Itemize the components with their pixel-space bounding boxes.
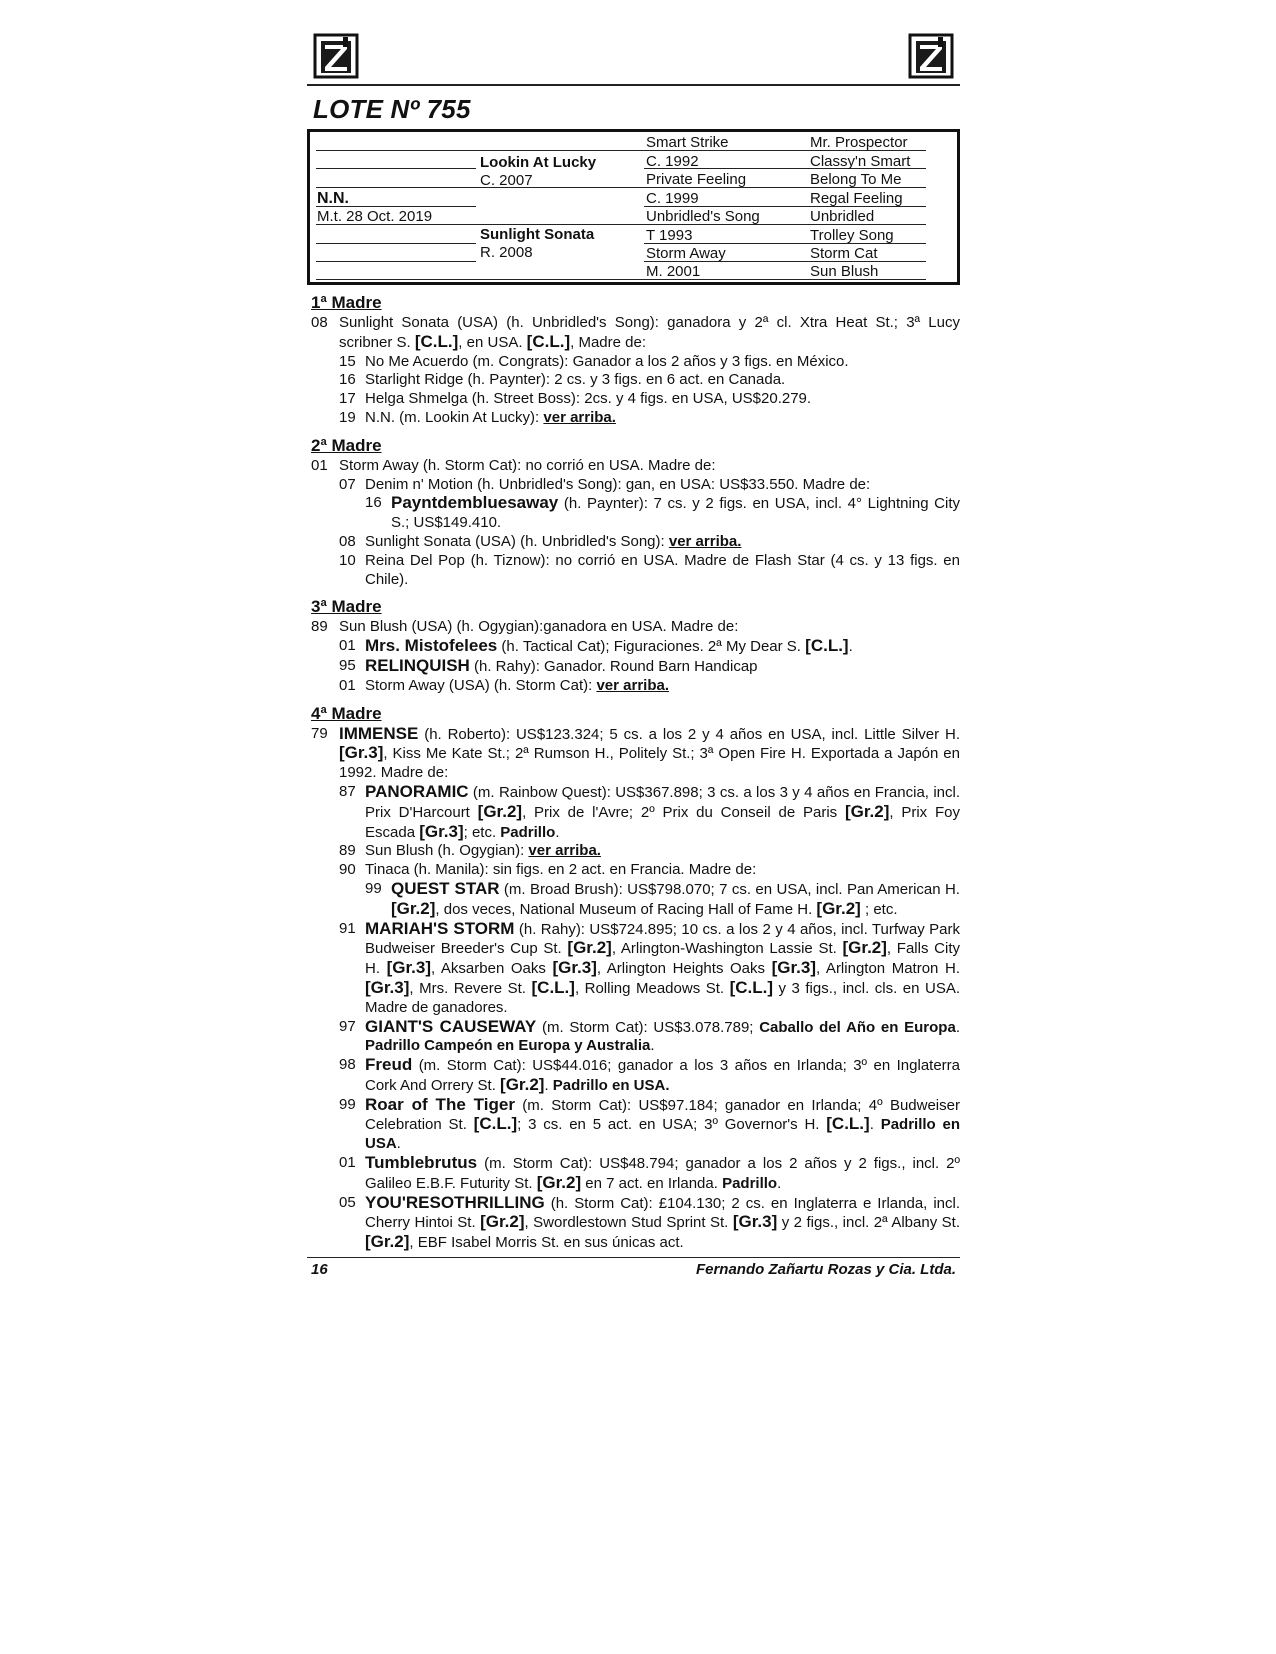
entry-text: , Prix Foy Escada bbox=[365, 803, 960, 841]
race-grade: [Gr.3] bbox=[386, 958, 431, 978]
page-footer bbox=[307, 1257, 960, 1280]
race-grade: [Gr.2] bbox=[844, 801, 890, 821]
offspring-entry bbox=[307, 1096, 960, 1154]
offspring-entry bbox=[307, 409, 960, 428]
entry-text: (m. Storm Cat): US$44.016; ganador a los 3 años en Irlanda; 3º en Inglaterra Cork And Orrery St. bbox=[365, 1057, 960, 1094]
offspring-entry bbox=[307, 618, 960, 637]
entry-text: Sunlight Sonata (USA) (h. Unbridled's Song): ganadora y 2ª cl. Xtra Heat St.; 3ª Lucy scribner S. bbox=[339, 314, 960, 351]
foaling-year: 05 bbox=[339, 1193, 356, 1211]
highlight-text: Padrillo bbox=[500, 823, 556, 841]
offspring-entry bbox=[307, 533, 960, 552]
entry-text: , en USA. bbox=[458, 333, 527, 351]
foaling-year: 87 bbox=[339, 782, 356, 800]
entry-text: , Prix de l'Avre; 2º Prix du Conseil de Paris bbox=[522, 803, 845, 821]
foaling-year: 08 bbox=[311, 314, 328, 331]
foaling-year: 07 bbox=[339, 475, 356, 493]
entry-text: . bbox=[848, 638, 853, 656]
entry-text: y 3 figs., incl. cls. en USA. Madre de ganadores. bbox=[365, 979, 960, 1016]
logo-icon bbox=[313, 33, 359, 79]
entry-text: en 7 act. en Irlanda. bbox=[581, 1174, 723, 1192]
entry-text: Sunlight Sonata (USA) (h. Unbridled's Song): bbox=[365, 532, 669, 550]
horse-name: Mrs. Mistofelees bbox=[365, 636, 498, 656]
entry-text: , Arlington Matron H. bbox=[816, 960, 960, 978]
dam-section bbox=[307, 597, 960, 695]
entry-text: , Kiss Me Kate St.; 2ª Rumson H., Politely St.; 3ª Open Fire H. Exportada a Japón en 1992. Madre de: bbox=[339, 745, 960, 782]
entry-text: (h. Roberto): US$123.324; 5 cs. a los 2 y 4 años en USA, incl. Little Silver H. bbox=[418, 725, 960, 743]
offspring-entry bbox=[307, 1018, 960, 1057]
offspring-entry bbox=[307, 314, 960, 353]
great-grandparent: Unbridled bbox=[810, 208, 875, 225]
foaling-year: 17 bbox=[339, 390, 356, 408]
entry-text: . bbox=[650, 1037, 655, 1055]
horse-info: M.t. 28 Oct. 2019 bbox=[317, 208, 433, 225]
offspring-entry bbox=[307, 880, 960, 920]
entry-text: . bbox=[544, 1076, 553, 1094]
foaling-year: 16 bbox=[339, 371, 356, 389]
offspring-entry bbox=[307, 657, 960, 677]
entry-text: . bbox=[555, 823, 560, 841]
see-above-reference: ver arriba. bbox=[528, 842, 601, 860]
entry-text: , Falls City H. bbox=[365, 940, 960, 978]
highlight-text: Padrillo Campeón en Europa y Australia bbox=[365, 1037, 651, 1055]
dam-section bbox=[307, 293, 960, 428]
great-grandparent: Mr. Prospector bbox=[810, 134, 908, 151]
offspring-entry bbox=[307, 920, 960, 1018]
race-grade: [C.L.] bbox=[826, 1114, 870, 1134]
race-grade: [C.L.] bbox=[473, 1114, 518, 1134]
entry-text: (h. Paynter): 7 cs. y 2 figs. en USA, incl. 4° Lightning City S.; US$149.410. bbox=[391, 495, 960, 532]
offspring-entry bbox=[307, 1194, 960, 1253]
see-above-reference: ver arriba. bbox=[668, 532, 742, 550]
race-grade: [Gr.3] bbox=[339, 743, 384, 763]
great-grandparent: Sun Blush bbox=[810, 263, 879, 280]
race-grade: [Gr.3] bbox=[365, 977, 410, 997]
horse-name: N.N. bbox=[317, 190, 349, 207]
race-grade: [Gr.2] bbox=[365, 1232, 410, 1252]
race-grade: [C.L.] bbox=[526, 331, 571, 351]
highlight-text: Padrillo en USA. bbox=[552, 1076, 670, 1094]
dam-sire-info: T 1993 bbox=[646, 227, 693, 244]
dam-section bbox=[307, 704, 960, 1254]
offspring-entry bbox=[307, 1056, 960, 1096]
foaling-year: 91 bbox=[339, 919, 356, 937]
highlight-text: Caballo del Año en Europa bbox=[759, 1018, 956, 1036]
foaling-year: 89 bbox=[339, 842, 356, 860]
entry-text: Sun Blush (USA) (h. Ogygian):ganadora en USA. Madre de: bbox=[339, 618, 739, 636]
foaling-year: 15 bbox=[339, 352, 356, 370]
foaling-year: 01 bbox=[339, 637, 356, 655]
race-grade: [Gr.2] bbox=[816, 898, 861, 918]
entry-text: ; etc. bbox=[860, 900, 898, 918]
entry-text: Reina Del Pop (h. Tiznow): no corrió en USA. Madre de Flash Star (4 cs. y 13 figs. en Chile). bbox=[365, 551, 960, 588]
logo-icon bbox=[908, 33, 954, 79]
race-grade: [Gr.2] bbox=[391, 898, 436, 918]
dam-dam-info: M. 2001 bbox=[646, 263, 701, 280]
entry-text: , Swordlestown Stud Sprint St. bbox=[524, 1214, 733, 1232]
entry-text: . bbox=[869, 1116, 881, 1134]
horse-name: YOU'RESOTHRILLING bbox=[365, 1192, 545, 1212]
great-grandparent: Belong To Me bbox=[810, 171, 902, 188]
entry-text: . bbox=[396, 1135, 401, 1153]
foaling-year: 90 bbox=[339, 861, 356, 879]
horse-name: RELINQUISH bbox=[365, 655, 470, 675]
dam-name: Sunlight Sonata bbox=[480, 226, 595, 243]
see-above-reference: ver arriba. bbox=[543, 408, 616, 426]
foaling-year: 01 bbox=[339, 676, 356, 694]
horse-name: Payntdembluesaway bbox=[391, 493, 559, 513]
dam-section bbox=[307, 436, 960, 590]
entry-text: Tinaca (h. Manila): sin figs. en 2 act. en Francia. Madre de: bbox=[365, 861, 757, 879]
race-grade: [C.L.] bbox=[805, 636, 849, 656]
horse-name: QUEST STAR bbox=[391, 878, 500, 898]
race-grade: [Gr.2] bbox=[842, 938, 887, 958]
foaling-year: 99 bbox=[365, 879, 382, 897]
entry-text: Helga Shmelga (h. Street Boss): 2cs. y 4 figs. en USA, US$20.279. bbox=[365, 390, 812, 408]
horse-name: Roar of The Tiger bbox=[365, 1094, 515, 1114]
entry-text: , Rolling Meadows St. bbox=[574, 979, 730, 997]
pedigree-table bbox=[307, 129, 960, 285]
entry-text: (m. Storm Cat): US$3.078.789; bbox=[536, 1018, 760, 1036]
section-heading: 3ª Madre bbox=[311, 597, 382, 617]
dam-info: R. 2008 bbox=[480, 244, 533, 261]
dam-sire-name: Unbridled's Song bbox=[646, 208, 760, 225]
foaling-year: 19 bbox=[339, 408, 356, 426]
sire-info: C. 2007 bbox=[480, 172, 533, 189]
race-grade: [Gr.3] bbox=[552, 958, 597, 978]
entry-text: , Aksarben Oaks bbox=[431, 960, 553, 978]
foaling-year: 08 bbox=[339, 532, 356, 550]
sire-dam-info: C. 1999 bbox=[646, 190, 699, 207]
entry-text: No Me Acuerdo (m. Congrats): Ganador a los 2 años y 3 figs. en México. bbox=[365, 352, 849, 370]
entry-text: (m. Storm Cat): US$97.184; ganador en Irlanda; 4º Budweiser Celebration St. bbox=[365, 1096, 960, 1134]
entry-text: , EBF Isabel Morris St. en sus únicas act. bbox=[409, 1234, 684, 1252]
horse-name: Freud bbox=[365, 1055, 413, 1075]
entry-text: , Arlington-Washington Lassie St. bbox=[611, 940, 843, 958]
foaling-year: 99 bbox=[339, 1095, 356, 1113]
offspring-entry bbox=[307, 390, 960, 409]
entry-text: . bbox=[777, 1174, 782, 1192]
foaling-year: 98 bbox=[339, 1056, 356, 1074]
entry-text: Storm Away (USA) (h. Storm Cat): bbox=[365, 676, 597, 694]
horse-name: GIANT'S CAUSEWAY bbox=[365, 1016, 537, 1036]
race-grade: [Gr.2] bbox=[536, 1172, 582, 1192]
horse-name: MARIAH'S STORM bbox=[365, 918, 515, 938]
entry-text: , Madre de: bbox=[570, 333, 646, 351]
race-grade: [Gr.3] bbox=[771, 958, 817, 978]
section-heading: 2ª Madre bbox=[311, 435, 382, 455]
entry-text: y 2 figs., incl. 2ª Albany St. bbox=[777, 1214, 961, 1232]
race-grade: [C.L.] bbox=[531, 977, 575, 997]
great-grandparent: Trolley Song bbox=[810, 227, 894, 244]
offspring-entry bbox=[307, 353, 960, 372]
entry-text: (h. Rahy): US$724.895; 10 cs. a los 2 y 4 años, incl. Turfway Park Budweiser Breeder's Cup St. bbox=[365, 920, 960, 958]
entry-text: (h. Storm Cat): £104.130; 2 cs. en Inglaterra e Irlanda, incl. Cherry Hintoi St. bbox=[365, 1194, 960, 1232]
company-name: Fernando Zañartu Rozas y Cia. Ltda. bbox=[695, 1261, 956, 1279]
entry-text: ; 3 cs. en 5 act. en USA; 3º Governor's H. bbox=[517, 1116, 827, 1134]
offspring-entry bbox=[307, 457, 960, 476]
entry-text: (m. Storm Cat): US$48.794; ganador a los 2 años y 2 figs., incl. 2º Galileo E.B.F. Futurity St. bbox=[365, 1155, 960, 1192]
offspring-entry bbox=[307, 783, 960, 842]
page-number: 16 bbox=[311, 1261, 328, 1279]
race-grade: [Gr.3] bbox=[732, 1212, 778, 1232]
great-grandparent: Storm Cat bbox=[810, 245, 878, 262]
page-header bbox=[307, 30, 960, 86]
entry-text: . bbox=[955, 1018, 960, 1036]
entry-text: ; etc. bbox=[463, 823, 501, 841]
foaling-year: 16 bbox=[365, 494, 382, 512]
sire-sire-info: C. 1992 bbox=[646, 153, 699, 170]
sire-name: Lookin At Lucky bbox=[480, 154, 597, 171]
entry-text: (h. Tactical Cat); Figuraciones. 2ª My Dear S. bbox=[497, 638, 806, 656]
foaling-year: 89 bbox=[311, 618, 328, 636]
race-grade: [Gr.2] bbox=[480, 1212, 525, 1232]
foaling-year: 97 bbox=[339, 1017, 356, 1035]
race-grade: [Gr.3] bbox=[419, 821, 464, 841]
highlight-text: Padrillo bbox=[722, 1174, 778, 1192]
offspring-entry bbox=[307, 861, 960, 880]
horse-name: IMMENSE bbox=[339, 723, 419, 743]
offspring-entry bbox=[307, 476, 960, 495]
foaling-year: 10 bbox=[339, 551, 356, 569]
offspring-entry bbox=[307, 371, 960, 390]
horse-name: Tumblebrutus bbox=[365, 1153, 478, 1173]
offspring-entry bbox=[307, 677, 960, 696]
foaling-year: 95 bbox=[339, 656, 356, 674]
entry-text: , dos veces, National Museum of Racing Hall of Fame H. bbox=[435, 900, 817, 918]
sire-dam-name: Private Feeling bbox=[646, 171, 747, 188]
entry-text: Sun Blush (h. Ogygian): bbox=[365, 842, 529, 860]
offspring-entry bbox=[307, 552, 960, 590]
catalog-page bbox=[307, 30, 960, 1280]
entry-text: , Mrs. Revere St. bbox=[409, 979, 532, 997]
section-heading: 1ª Madre bbox=[311, 293, 382, 312]
entry-text: , Arlington Heights Oaks bbox=[596, 960, 772, 978]
offspring-entry bbox=[307, 494, 960, 533]
highlight-text: Padrillo en USA bbox=[365, 1116, 961, 1153]
entry-text: (m. Rainbow Quest): US$367.898; 3 cs. a los 3 y 4 años en Francia, incl. Prix D'Harcourt bbox=[365, 783, 960, 821]
offspring-entry bbox=[307, 637, 960, 657]
entry-text: N.N. (m. Lookin At Lucky): bbox=[365, 408, 544, 426]
offspring-entry bbox=[307, 1154, 960, 1194]
section-heading: 4ª Madre bbox=[311, 703, 382, 723]
entry-text: (m. Broad Brush): US$798.070; 7 cs. en USA, incl. Pan American H. bbox=[499, 880, 960, 898]
foaling-year: 01 bbox=[339, 1154, 356, 1172]
entry-text: Denim n' Motion (h. Unbridled's Song): gan, en USA: US$33.550. Madre de: bbox=[365, 475, 871, 493]
lot-title: LOTE Nº 755 bbox=[313, 94, 471, 124]
race-grade: [Gr.2] bbox=[567, 938, 612, 958]
race-grade: [C.L.] bbox=[414, 331, 459, 351]
race-grade: [Gr.2] bbox=[477, 801, 523, 821]
sire-sire-name: Smart Strike bbox=[646, 134, 729, 151]
horse-name: PANORAMIC bbox=[365, 781, 469, 801]
entry-text: (h. Rahy): Ganador. Round Barn Handicap bbox=[469, 657, 758, 675]
race-grade: [C.L.] bbox=[729, 977, 773, 997]
great-grandparent: Classy'n Smart bbox=[810, 153, 911, 170]
foaling-year: 01 bbox=[311, 456, 328, 474]
dam-dam-name: Storm Away bbox=[646, 245, 726, 262]
race-grade: [Gr.2] bbox=[500, 1074, 545, 1094]
entry-text: Starlight Ridge (h. Paynter): 2 cs. y 3 figs. en 6 act. en Canada. bbox=[365, 371, 786, 389]
offspring-entry bbox=[307, 842, 960, 861]
foaling-year: 79 bbox=[311, 724, 328, 742]
dam-line-sections bbox=[307, 293, 960, 1253]
see-above-reference: ver arriba. bbox=[596, 676, 669, 694]
offspring-entry bbox=[307, 725, 960, 783]
great-grandparent: Regal Feeling bbox=[810, 190, 903, 207]
entry-text: Storm Away (h. Storm Cat): no corrió en USA. Madre de: bbox=[339, 456, 716, 474]
